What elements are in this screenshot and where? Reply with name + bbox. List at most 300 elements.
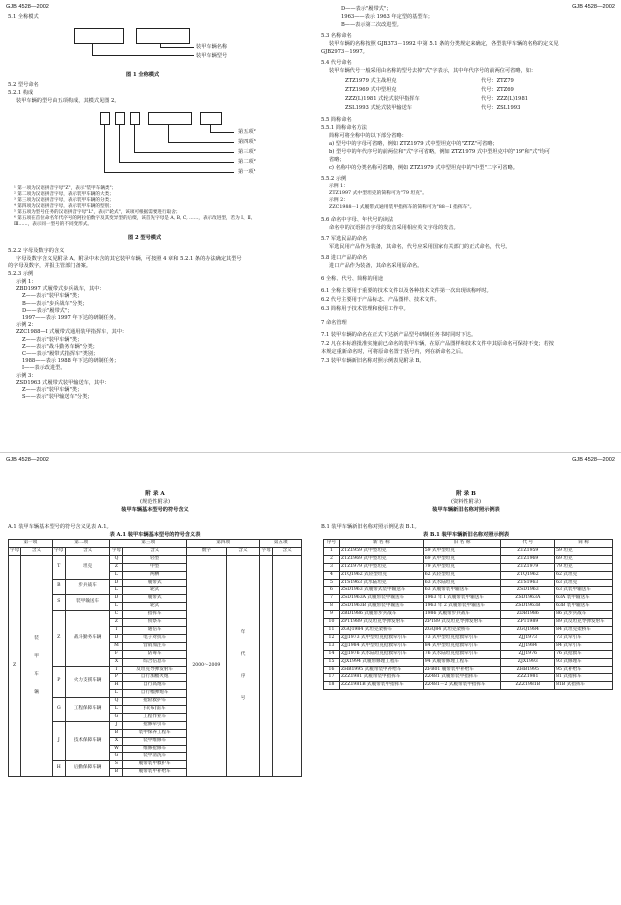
text-line: D——表示"履带式"； (341, 6, 392, 12)
table-cell: 坦克 (65, 555, 110, 579)
appendix-title: 附 录 A (145, 491, 165, 497)
table-cell: 2000～2009 (186, 555, 226, 776)
table-cell: ZTZ1959 式中型坦克 (339, 547, 423, 555)
table-cell: C (110, 611, 123, 619)
table-cell: 轮式 (123, 587, 187, 595)
table-row (324, 555, 613, 563)
table-cell: L (110, 587, 123, 595)
text-line: B——表示第二次改进型。 (341, 22, 402, 28)
table-cell: 63A 装甲输送车 (555, 595, 613, 603)
table-cell: 10 (324, 619, 340, 627)
table-cell: ZTZ1979 (501, 563, 555, 571)
table-cell: ZJX1994 式履带修理工程车 (339, 658, 423, 666)
table-cell: D (110, 579, 123, 587)
table-cell: 84 式中型坦克抢救牵引车 (423, 642, 501, 650)
table-cell: G (110, 753, 123, 761)
table-cell (260, 555, 273, 776)
appendix-intro: A.1 装甲车辆基本型号的符号含义见表 A.1。 (8, 524, 112, 530)
table-cell: 18 (324, 682, 340, 690)
column-header: 含义 (273, 547, 302, 555)
table-cell: L (110, 571, 123, 579)
table-cell: T (110, 626, 123, 634)
table-cell: 3 (324, 563, 340, 571)
table-cell: 1986 式履带步兵战车 (423, 611, 501, 619)
examples (16, 279, 127, 401)
table-cell: 86 式步兵战车 (555, 611, 613, 619)
example-line: ZTZ1997 式中型坦克的简称可为"79 坦克"。 (329, 191, 428, 196)
table-cell: 63 式履带装甲输送车 (423, 587, 501, 595)
table-cell: 12 (324, 634, 340, 642)
table-cell: 81 式指挥车 (555, 674, 613, 682)
appendix-name: 装甲车辆新旧名称对照示例表 (432, 507, 500, 513)
table-cell: 轻型 (123, 555, 187, 563)
table-cell: 5 (324, 579, 340, 587)
table-cell: Z (9, 555, 21, 776)
table-cell: ZZ481－2 式履带装甲指挥车 (423, 682, 501, 690)
text-line: 1963——表示 1963 年定型的基型车； (341, 14, 433, 20)
table-cell: ZJJ1984 式中型坦克抢救牵引车 (339, 642, 423, 650)
table-cell: 维修抢修车 (123, 745, 187, 753)
table-cell: 73 式中型坦克抢救牵引车 (423, 634, 501, 642)
table-cell: 59 式中型坦克 (423, 547, 501, 555)
table-row (324, 634, 613, 642)
table-cell: 战斗勤务车辆 (65, 611, 110, 666)
table-cell: J (52, 721, 65, 761)
table-cell: S (110, 761, 123, 769)
table-cell: L (110, 706, 123, 714)
example-line: Z——表示"装甲车辆"类； (22, 336, 83, 343)
page-header: GJB 4528—2002 (6, 4, 49, 10)
table-cell: M (110, 642, 123, 650)
column-header: 含义 (226, 547, 260, 555)
table-cell: 7 (324, 595, 340, 603)
section-5-3: 5.3 名称命名 (321, 33, 352, 39)
figure-2-item-5: 第五项² (238, 129, 256, 135)
table-cell: ZBD1986 式履带步兵战车 (339, 611, 423, 619)
appendix-subtitle: (规范性附录) (140, 499, 170, 505)
table-cell: 84 式坦克架桥车 (555, 626, 613, 634)
table-cell: Z (110, 563, 123, 571)
page-header: GJB 4528—2002 (572, 4, 615, 10)
example-line: 1997——表示 1997 年下达的研制任务。 (22, 315, 120, 322)
table-caption: 表 A.1 装甲车辆基本型号的符号含义表 (109, 532, 201, 538)
table-cell: 1963 年 I 式履带装甲输送车 (423, 595, 501, 603)
section-5-7: 5.7 军选民品的命名 (321, 236, 368, 242)
table-cell: 81B 式指挥车 (555, 682, 613, 690)
table-cell: F (110, 650, 123, 658)
table-cell: 装甲保养工程车 (123, 729, 187, 737)
table-cell: ZJX1993 (501, 658, 555, 666)
table-cell: ZSD1963B (501, 603, 555, 611)
table-cell: 工程保障车辆 (65, 698, 110, 722)
table-cell: 抢修牵引车 (123, 721, 187, 729)
example-line: Ⅰ——表示改进型。 (22, 365, 66, 372)
code-example-code: 代号：ZZZ(L)1981 (481, 96, 529, 102)
code-example-name: ZTZ1969 式中型坦克 (345, 87, 397, 93)
table-cell: ZPT89 式反坦克导弹发射车 (423, 619, 501, 627)
table-cell: ZJJ1973 (501, 634, 555, 642)
table-row (324, 603, 613, 611)
example-line: Z——表示"装甲车辆"类； (22, 293, 83, 300)
table-row (324, 642, 613, 650)
table-cell: 自行高炮车 (123, 682, 187, 690)
table-cell: 年 代 序 号 (226, 555, 260, 776)
table-cell: ZZZ1981B 式履带装甲指挥车 (339, 682, 423, 690)
column-header: 含义 (65, 547, 110, 555)
section-7-item: 本规定重新命名时，可将原命名置于括号内，列在新命名之后。 (321, 349, 467, 355)
page-bottom-left (0, 453, 310, 905)
section-6: 6 全称、代号、简称的用途 (321, 276, 384, 282)
appendix-subtitle: (资料性附录) (451, 499, 481, 505)
table-cell: ZHB1995 (501, 666, 555, 674)
table-cell: B (52, 579, 65, 595)
table-cell: X (110, 737, 123, 745)
table-cell: X (110, 658, 123, 666)
appendix-name: 装甲车辆基本型号的符号含义 (121, 507, 189, 513)
table-cell: H (110, 682, 123, 690)
section-6-item: 6.3 简称用于技术管理和使用工作中。 (321, 306, 409, 312)
list-item: b) 型号中的年代序号的前两位和"式"字可省略，例如 ZTZ1979 式中型坦克中的"19"和"式"均可 (329, 149, 551, 155)
table-header-row (324, 540, 613, 548)
code-example-code: 代号：ZTZ69 (481, 87, 514, 93)
table-cell: 2 (324, 555, 340, 563)
section-7-item: 7.2 凡在本标准批准实施前已命名的装甲车辆，在原产品图样和技术文件中其原命名可保持不变；若按 (321, 341, 554, 347)
page-top-right (311, 0, 621, 452)
table-cell: B (110, 769, 123, 777)
table-cell: 自行加榴火炮 (123, 674, 187, 682)
table-cell: 93 式修理车 (555, 658, 613, 666)
section-5-2: 5.2 型号命名 (8, 82, 39, 88)
table-cell: ZZZ1981 式履带装甲指挥车 (339, 674, 423, 682)
table-cell: ZJJ1984 (501, 642, 555, 650)
section-5-2-3: 5.2.3 示例 (8, 271, 34, 277)
column-group: 第二项 (52, 540, 110, 548)
table-cell: ZTQ1962 式轻型坦克 (339, 571, 423, 579)
table-cell: 指挥车 (123, 611, 187, 619)
code-example-code: 代号：ZTZ79 (481, 78, 514, 84)
table-cell: 59 坦克 (555, 547, 613, 555)
column-group: 第五项 (260, 540, 302, 548)
table-cell: S (52, 595, 65, 611)
table-row (324, 626, 613, 634)
table-cell: ZSD1963A 式履带装甲输送车 (339, 595, 423, 603)
column-group: 第三项 (110, 540, 186, 548)
table-row (324, 595, 613, 603)
table-cell: 装甲维修车 (123, 737, 187, 745)
note: ⁵ 第五项为型号任务的汉语拼音字母"L"，表示"轮式"，该项可根据需要进行取舍； (14, 210, 181, 215)
table-cell: ZGQ84 式坦克架桥车 (423, 626, 501, 634)
example-line: 示例 2： (329, 198, 348, 203)
example-line: D——表示"履带式"； (22, 307, 73, 314)
table-cell: 技术保障车辆 (65, 721, 110, 761)
table-a1 (8, 539, 302, 777)
table-row (324, 619, 613, 627)
table-cell: ZTZ1969 (501, 555, 555, 563)
section-5-1: 5.1 全称模式 (8, 14, 39, 20)
note: Ⅲ……，表示同一型号的不同变形式。 (14, 222, 92, 227)
table-cell: ZSD1963 (501, 587, 555, 595)
table-cell: ZTQ1962 (501, 571, 555, 579)
table-cell: 自行榴弹炮车 (123, 690, 187, 698)
column-header: 字母 (52, 547, 65, 555)
page-bottom-right (311, 453, 621, 905)
table-cell: 步兵战车 (65, 579, 110, 595)
table-header-row (9, 540, 302, 548)
table-cell: D (110, 595, 123, 603)
example-line: Z——表示"装甲车辆"类； (22, 387, 83, 394)
table-subheader-row (9, 547, 302, 555)
figure-1-caption: 图 1 全称模式 (126, 72, 160, 78)
figure-2-caption: 图 2 型号模式 (128, 235, 162, 241)
table-cell: ZZZ1981B (501, 682, 555, 690)
section-5-4: 5.4 代号命名 (321, 60, 352, 66)
section-5-2-2-text: 字母及数字含义见附录 A。附录中未含的其它装甲车辆，可按照 4 章和 5.2.1 条的办法确定其型号 (16, 256, 242, 262)
table-cell: 63 式装甲输送车 (555, 587, 613, 595)
table-cell: 侦察车 (123, 619, 187, 627)
table-cell: T (52, 555, 65, 579)
example-line: 示例 1： (16, 279, 37, 285)
table-cell: 履带装甲补给车 (123, 769, 187, 777)
table-row (324, 674, 613, 682)
section-5-8-text: 进口产品作为装备，其命名采用原命名。 (329, 263, 423, 269)
note: ¹ 第一项为汉语拼音字母"Z"，表示"装甲车辆类"； (14, 186, 117, 191)
column-header: 新 名 称 (339, 540, 423, 548)
table-cell: 79 坦克 (555, 563, 613, 571)
table-cell: ZHB1995 式履带装甲补给车 (339, 666, 423, 674)
list-item: a) 型号中的字母可省略，例如 ZTZ1979 式中型坦克中的"ZTZ"可省略； (329, 141, 498, 147)
section-5-7-text: 军选民用产品作为装备，其命名，代号应采用国家有关部门的正式命名，代号。 (329, 244, 511, 250)
table-cell: ZDB1986 (501, 611, 555, 619)
section-5-6-text: 命名中的汉语拼音字母的发音采用相应英文字母的发音。 (329, 225, 459, 231)
table-cell: 后勤保障车辆 (65, 761, 110, 777)
column-group: 第一项 (9, 540, 53, 548)
table-cell (273, 555, 302, 776)
table-row (324, 666, 613, 674)
page-top-left (0, 0, 310, 452)
section-5-5-1-text: 简称可将全称中的以下部分省略： (329, 133, 407, 139)
code-example-name: ZSL1993 式轮式装甲输送车 (345, 105, 412, 111)
table-cell: 履带式 (123, 579, 187, 587)
table-cell: 轮式 (123, 603, 187, 611)
column-header: 序号 (324, 540, 340, 548)
figure-2-notes (14, 186, 255, 228)
note: ⁴ 第四项为汉语拼音字母，表示装甲车辆的型别； (14, 204, 114, 209)
code-example-name: ZTZ1979 式主战坦克 (345, 78, 397, 84)
figure-2-item-1: 第一项¹ (238, 169, 256, 175)
page-header: GJB 4528—2002 (6, 457, 49, 463)
note: ⁶ 第五项在首位命名年代序号的阿拉伯数字及其变异型的后缀，该首先字母是 A, B, C, ……，表示改进型，若为 Ⅰ、Ⅱ、 (14, 216, 256, 221)
table-row (324, 611, 613, 619)
column-header: 字母 (9, 547, 21, 555)
table-cell: ZJJ1976 (501, 650, 555, 658)
table-cell: 63 式坦克 (555, 579, 613, 587)
table-row (324, 650, 613, 658)
list-item: 省略； (329, 157, 345, 163)
table-cell: ZJJ1973 式中型坦克抢救牵引车 (339, 634, 423, 642)
table-cell: 中型 (123, 563, 187, 571)
example-line: 示例 2： (16, 322, 37, 329)
section-5-6: 5.6 命名中字母、年代号的读法 (321, 217, 394, 223)
section-7: 7 命名管理 (321, 320, 347, 326)
table-cell: 63B 装甲输送车 (555, 603, 613, 611)
table-b1 (323, 539, 613, 690)
section-5-2-1: 5.2.1 构成 (8, 90, 34, 96)
table-cell: 76 式抢救车 (555, 650, 613, 658)
table-row (324, 587, 613, 595)
table-cell: 69 坦克 (555, 555, 613, 563)
table-cell: 4 (324, 571, 340, 579)
column-header: 含义 (123, 547, 187, 555)
table-cell: Z (110, 619, 123, 627)
code-example-name: ZZZ(L)1981 式轮式装甲指挥车 (345, 96, 420, 102)
table-cell: 火力支援车辆 (65, 666, 110, 698)
table-cell: 9 (324, 611, 340, 619)
table-cell: 16 (324, 666, 340, 674)
table-cell: 73 式牵引车 (555, 634, 613, 642)
section-7-item: 7.1 装甲车辆的命名在正式下达新产品型号研制任务书时同时下达。 (321, 332, 477, 338)
column-header: 旧 名 称 (423, 540, 501, 548)
table-cell: 装甲清洗车 (123, 753, 187, 761)
table-cell: ZSD1963B 式履带装甲输送车 (339, 603, 423, 611)
table-cell: 62 式坦克 (555, 571, 613, 579)
table-cell: ZJJ1976 式水陆坦克抢救牵引车 (339, 650, 423, 658)
example-line: 示例 3： (16, 372, 37, 379)
column-header: 简 称 (555, 540, 613, 548)
section-5-5-1: 5.5.1 简称命名方法 (321, 125, 367, 131)
column-header: 数字 (186, 547, 226, 555)
example-line: 1988——表示 1988 年下达的研制任务； (22, 358, 120, 365)
appendix-intro: B.1 装甲车辆新旧名称对照示例见表 B.1。 (321, 524, 420, 530)
table-cell: 反坦克导弹发射车 (123, 666, 187, 674)
table-cell: ZSD1963A (501, 595, 555, 603)
table-cell: 17 (324, 674, 340, 682)
table-cell: 履带装甲救护车 (123, 761, 187, 769)
table-row (324, 682, 613, 690)
table-cell: 6 (324, 587, 340, 595)
example-line: ZSD1963 式履带式装甲输送车，其中： (16, 379, 110, 386)
table-cell: 装甲输送车 (65, 595, 110, 611)
table-cell: ZGQ1984 式坦克架桥车 (339, 626, 423, 634)
table-cell: Q (110, 698, 123, 706)
table-cell: 8 (324, 603, 340, 611)
table-cell: P (52, 666, 65, 698)
table-row (9, 555, 302, 563)
table-cell: W (110, 745, 123, 753)
section-5-3-text: GJB2973－1997。 (321, 49, 368, 55)
section-5-8: 5.8 进口产品的命名 (321, 255, 368, 261)
table-row (324, 563, 613, 571)
table-cell: ZPT1989 (501, 619, 555, 627)
section-5-5-2: 5.5.2 示例 (321, 176, 347, 182)
table-cell: 63 式水陆坦克 (423, 579, 501, 587)
table-cell: ZGQ1984 (501, 626, 555, 634)
table-cell: 工程作业车 (123, 713, 187, 721)
table-cell: ZZ481 式履带装甲指挥车 (423, 674, 501, 682)
table-cell: G (110, 713, 123, 721)
table-cell: D (110, 634, 123, 642)
table-cell: 防毒车 (123, 650, 187, 658)
table-cell: 14 (324, 650, 340, 658)
table-cell: 履带式 (123, 595, 187, 603)
section-6-item: 6.1 全称主要用于重要的技术文件以及各种技术文件第一次出现该称呼时。 (321, 288, 492, 294)
section-5-5: 5.5 简称命名 (321, 117, 352, 123)
table-cell: J (110, 721, 123, 729)
table-cell: 95 式补给车 (555, 666, 613, 674)
table-cell: 抢险救护车 (123, 698, 187, 706)
table-cell: 13 (324, 642, 340, 650)
table-cell: 电子对抗车 (123, 634, 187, 642)
table-cell: ZSD1963 式履带式装甲输送车 (339, 587, 423, 595)
example-line: ZZC1988－I 式履带式通用装甲指挥车的简称可为"88－I 指挥车"。 (329, 205, 475, 210)
page-header: GJB 4528—2002 (572, 457, 615, 463)
table-cell: L (110, 603, 123, 611)
table-cell: B (110, 729, 123, 737)
table-row (324, 547, 613, 555)
figure-2-item-2: 第二项² (238, 159, 256, 165)
figure-2-item-4: 第四项³ (238, 139, 256, 145)
column-header: 代 号 (501, 540, 555, 548)
table-row (324, 571, 613, 579)
column-header: 字母 (110, 547, 123, 555)
table-cell: 62 式轻型坦克 (423, 571, 501, 579)
table-cell: Z (52, 611, 65, 666)
section-5-2-1-text: 装甲车辆的型号由五项构成，其模式见图 2。 (16, 98, 120, 104)
section-7-item: 7.3 装甲车辆新旧名称对照示例表见附录 B。 (321, 358, 425, 364)
figure-1-label-model: 装甲车辆型号 (196, 53, 228, 59)
example-line: ZBD1997 式履带式步兵战车，其中： (16, 286, 105, 293)
table-cell: L (110, 690, 123, 698)
table-cell: 扫(布)雷车 (123, 706, 187, 714)
note: ³ 第三项为汉语拼音字母，表示装甲车辆的分类； (14, 198, 114, 203)
figure-1-label-name: 装甲车辆名称 (196, 44, 228, 50)
example-line: C——表示"履带式指挥车"类别； (22, 351, 99, 358)
table-cell: Q (110, 555, 123, 563)
section-6-item: 6.2 代号主要用于产品标志、产品图样、技术文件。 (321, 297, 440, 303)
list-item: c) 名称中的分类名称可省略，例如 ZTZ1979 式中型坦克中的"中型"二字可省略。 (329, 165, 518, 171)
table-cell: 两栖 (123, 571, 187, 579)
table-cell: 装 甲 车 辆 (21, 555, 53, 776)
section-5-4-text: 装甲车辆代号一般采用由名称的型号去掉"式"字表示，其中年代序号的前两位可省略，如： (329, 68, 537, 74)
appendix-title: 附 录 B (456, 491, 476, 497)
table-cell: 76 式水陆坦克抢救牵引车 (423, 650, 501, 658)
table-row (324, 658, 613, 666)
table-cell: ZPT1989 式反坦克导弹发射车 (339, 619, 423, 627)
code-example-code: 代号：ZSL1993 (481, 105, 521, 111)
column-group: 第四项 (186, 540, 259, 548)
table-cell: 综合信息车 (123, 658, 187, 666)
table-cell: ZZZ1981 (501, 674, 555, 682)
table-cell: ZFB01 履带装甲补给车 (423, 666, 501, 674)
table-cell: ZTS1963 式水陆坦克 (339, 579, 423, 587)
table-cell: 94 式履带修理工程车 (423, 658, 501, 666)
table-cell: ZTZ1959 (501, 547, 555, 555)
table-cell: T (110, 666, 123, 674)
table-cell: 79 式中型坦克 (423, 563, 501, 571)
example-line: Z——表示"战斗勤务车辆"分类； (22, 343, 98, 350)
note: ² 第二项为汉语拼音字母，表示装甲车辆的大类； (14, 192, 114, 197)
section-5-2-2: 5.2.2 字母及数字的含义 (8, 248, 65, 254)
table-cell: P (110, 674, 123, 682)
example-line: S——表示"装甲输送车"分类； (22, 394, 93, 401)
example-line: ZZC1988—I 式履带式通用装甲指挥车，其中： (16, 329, 128, 336)
column-header: 含义 (21, 547, 53, 555)
table-cell: 69 式中型坦克 (423, 555, 501, 563)
table-caption: 表 B.1 装甲车辆新旧名称对照示例表 (422, 532, 510, 538)
table-cell: 通信车 (123, 626, 187, 634)
example-line: 示例 1： (329, 184, 348, 189)
section-5-3-text: 装甲车辆的名称按照 GJB373－1992 中第 5.1 条的分类规定来确定，各型装甲车辆的名称的定义见 (329, 41, 559, 47)
table-cell: 84 式牵引车 (555, 642, 613, 650)
